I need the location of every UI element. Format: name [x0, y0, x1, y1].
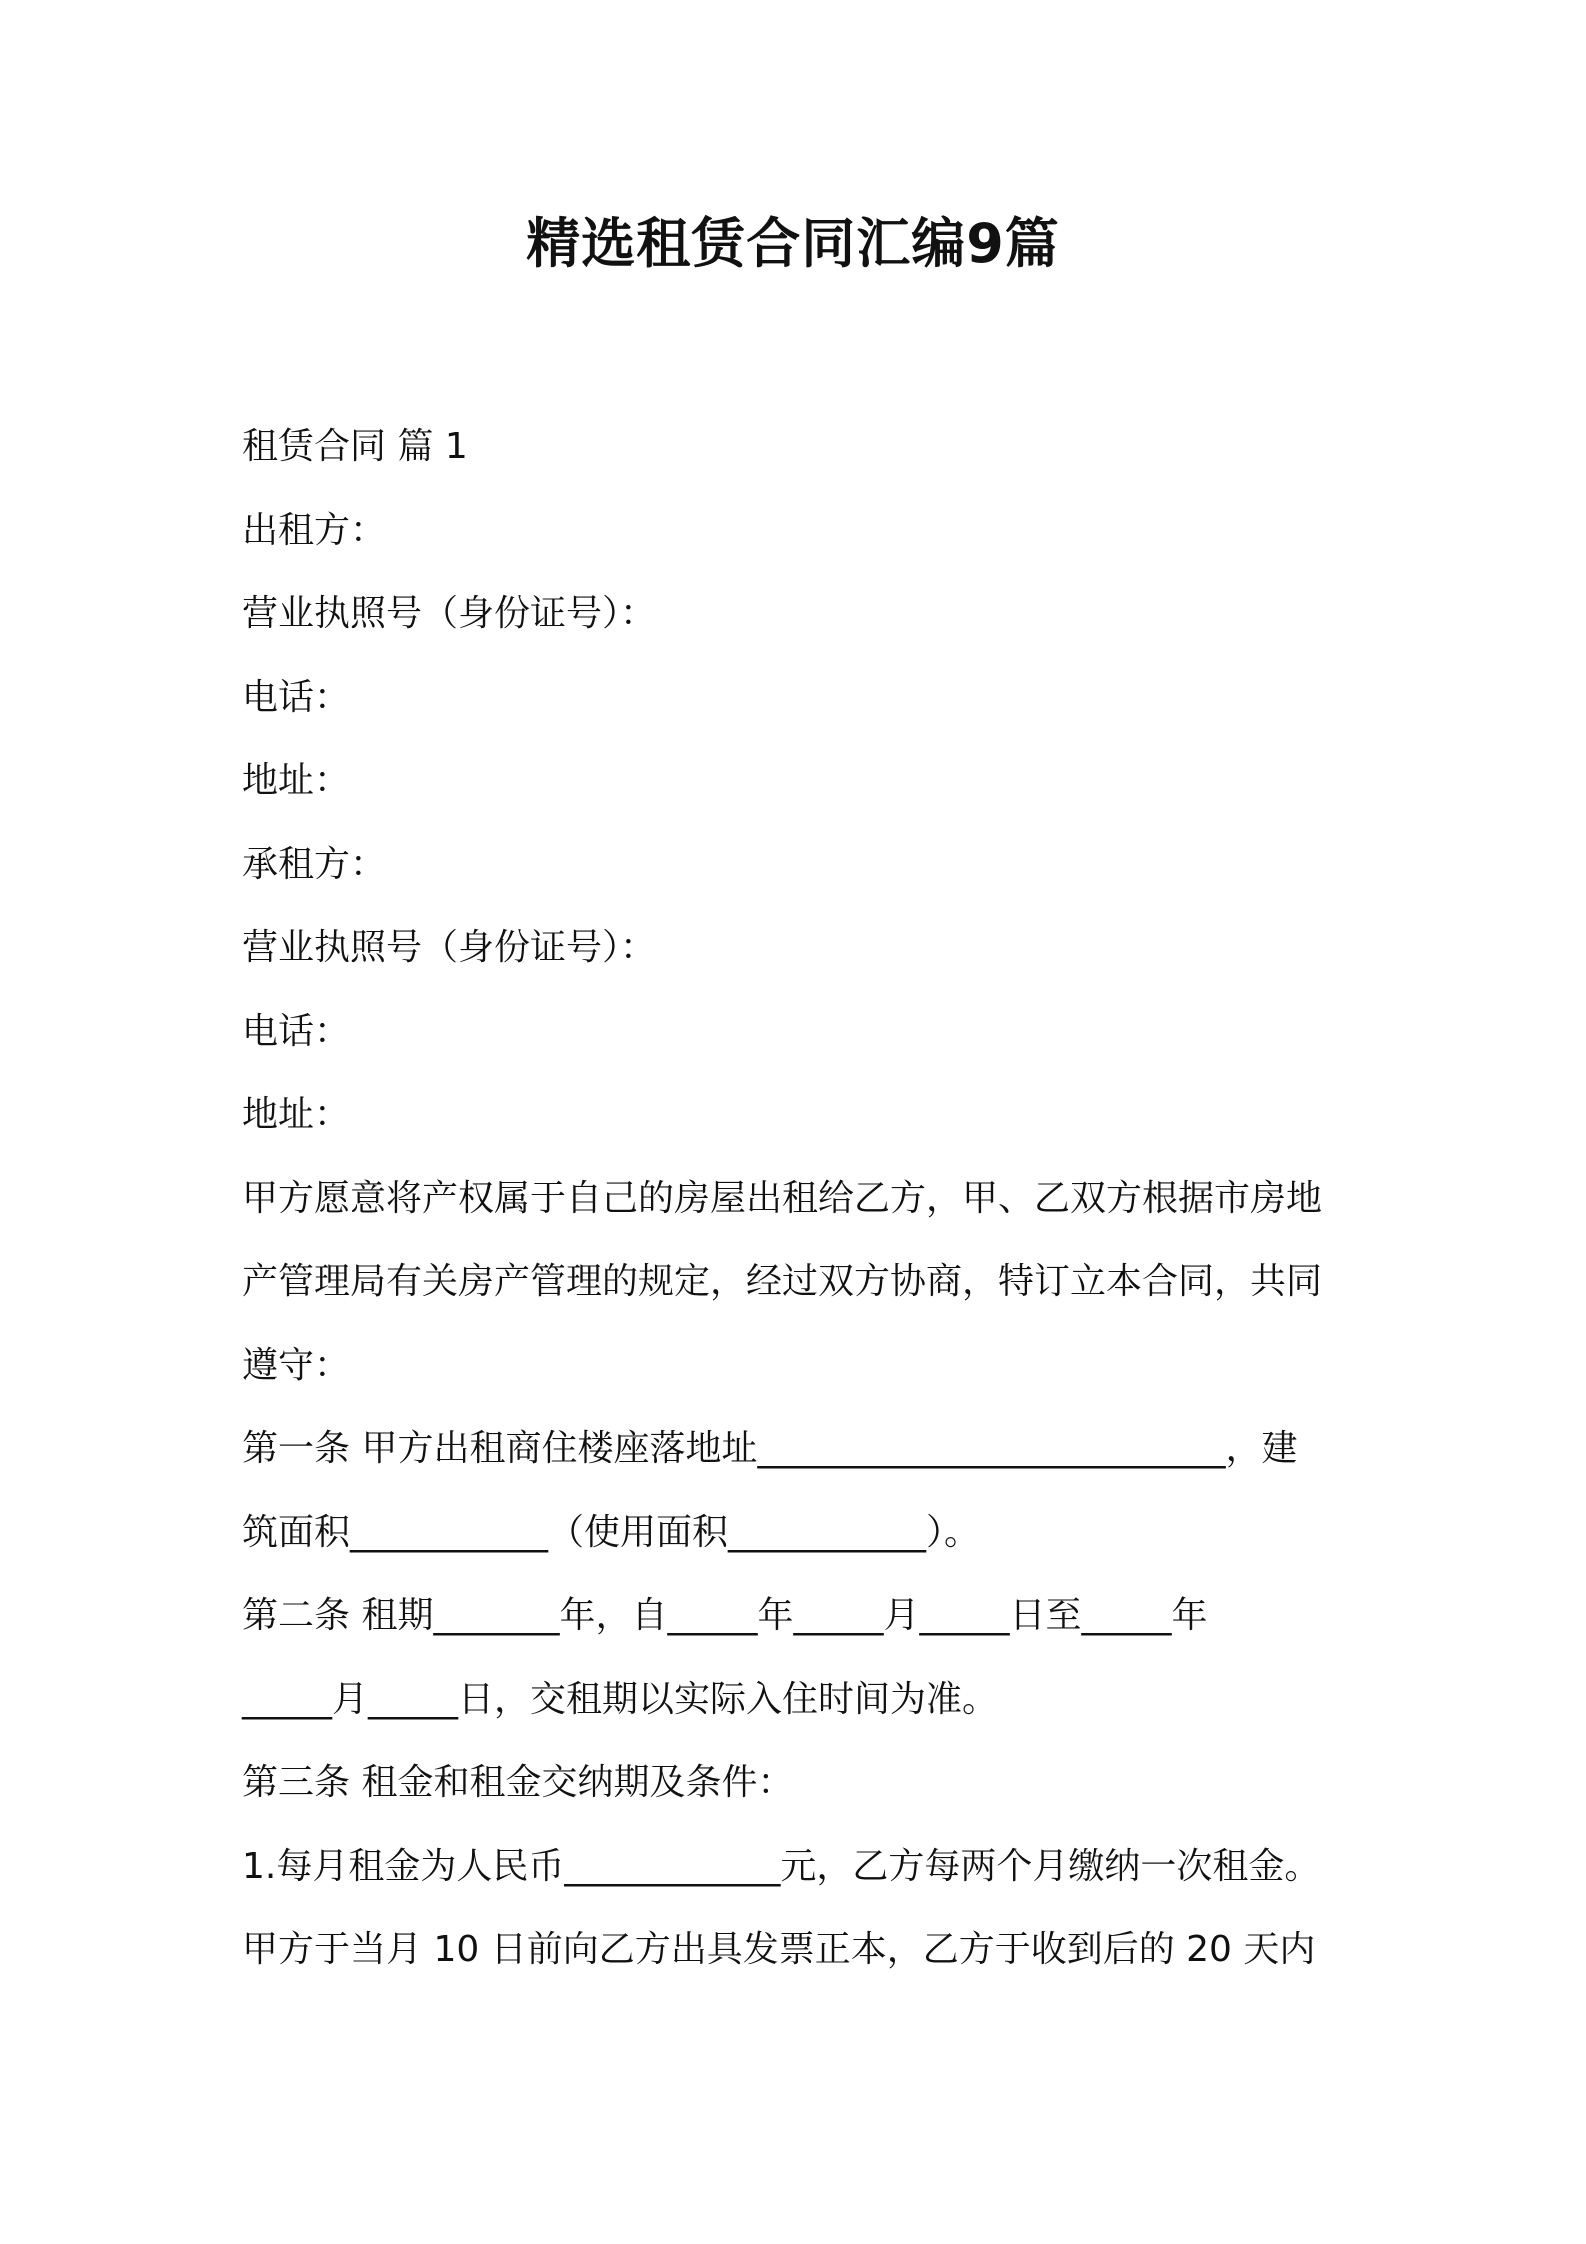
article-3-line: 甲方于当月 10 日前向乙方出具发票正本，乙方于收到后的 20 天内 — [242, 1929, 1316, 1970]
lessor-label: 出租方： — [242, 509, 387, 551]
article-3-line: 1.每月租金为人民币____________元，乙方每两个月缴纳一次租金。 — [242, 1845, 1321, 1887]
article-1-line: 第一条 甲方出租商住楼座落地址__________________________，建 — [242, 1428, 1298, 1469]
lessee-address-label: 地址： — [242, 1094, 351, 1135]
document-title: 精选租赁合同汇编9篇 — [526, 212, 1060, 275]
lessor-address-label: 地址： — [242, 760, 351, 801]
article-1-line: 筑面积___________（使用面积___________）。 — [242, 1511, 981, 1553]
lessor-license-label: 营业执照号（身份证号）： — [242, 593, 657, 634]
lessee-phone-label: 电话： — [242, 1010, 351, 1052]
document-body — [242, 405, 1362, 1992]
preamble-line: 产管理局有关房产管理的规定，经过双方协商，特订立本合同，共同 — [242, 1261, 1323, 1302]
section-heading: 租赁合同 篇 1 — [242, 426, 468, 467]
article-3-heading: 第三条 租金和租金交纳期及条件： — [242, 1762, 794, 1803]
article-2-line: _____月_____日，交租期以实际入住时间为准。 — [242, 1678, 999, 1720]
lessee-license-label: 营业执照号（身份证号）： — [242, 927, 657, 968]
lessee-label: 承租方： — [242, 843, 387, 885]
preamble-line: 遵守： — [242, 1344, 351, 1386]
article-2-line: 第二条 租期_______年，自_____年_____月_____日至_____年 — [242, 1595, 1208, 1636]
lessor-phone-label: 电话： — [242, 676, 351, 718]
preamble-line: 甲方愿意将产权属于自己的房屋出租给乙方，甲、乙双方根据市房地 — [242, 1177, 1323, 1219]
